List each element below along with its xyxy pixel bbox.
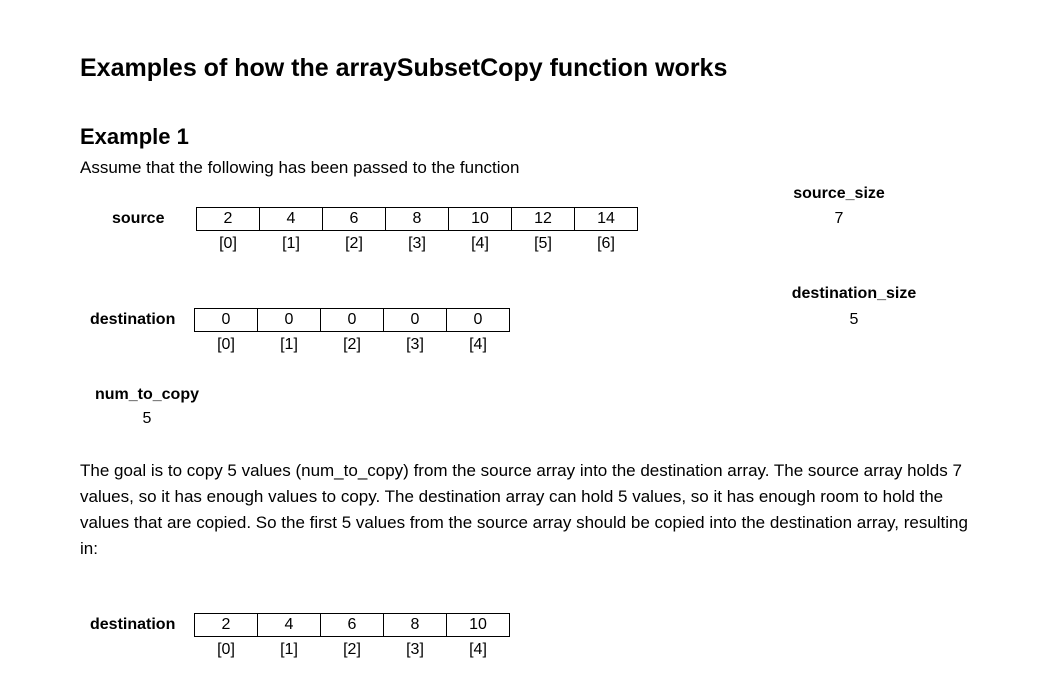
result-destination-label: destination <box>90 616 176 633</box>
source-index: [0] <box>219 235 237 252</box>
destination-index-row <box>194 336 510 354</box>
source-size-value: 7 <box>834 210 844 227</box>
explanation-paragraph: The goal is to copy 5 values (num_to_copy) from the source array into the destination array. The source array holds 7 values, so it has enough values to copy. The destination array can hold 5 values, so it has enough room to hold the values that are copied. So the first 5 values from the source array should be copied into the destination array, resulting in: <box>80 461 968 558</box>
destination-array <box>194 308 510 332</box>
destination-cell: 0 <box>383 308 447 332</box>
destination-cell: 0 <box>320 308 384 332</box>
num-to-copy-label: num_to_copy <box>94 386 199 403</box>
result-index-row <box>194 641 510 659</box>
source-array <box>196 207 638 231</box>
result-cell: 4 <box>257 613 321 637</box>
destination-index: [3] <box>406 336 424 353</box>
source-index-row <box>196 235 638 253</box>
result-index: [1] <box>280 641 298 658</box>
source-label: source <box>112 210 165 227</box>
result-cell: 6 <box>320 613 384 637</box>
source-cell: 6 <box>322 207 386 231</box>
document-title: Examples of how the arraySubsetCopy function works <box>80 54 728 82</box>
source-index: [2] <box>345 235 363 252</box>
destination-index: [4] <box>469 336 487 353</box>
result-cell: 8 <box>383 613 447 637</box>
destination-cell: 0 <box>446 308 510 332</box>
destination-index: [2] <box>343 336 361 353</box>
source-cell: 4 <box>259 207 323 231</box>
source-cell: 10 <box>448 207 512 231</box>
intro-text: Assume that the following has been passed to the function <box>80 158 520 177</box>
source-index: [6] <box>597 235 615 252</box>
source-index: [3] <box>408 235 426 252</box>
result-index: [2] <box>343 641 361 658</box>
source-index: [4] <box>471 235 489 252</box>
destination-cell: 0 <box>194 308 258 332</box>
result-destination-array <box>194 613 510 637</box>
source-index: [5] <box>534 235 552 252</box>
result-cell: 2 <box>194 613 258 637</box>
destination-label: destination <box>90 311 176 328</box>
example-heading: Example 1 <box>80 124 189 149</box>
source-index: [1] <box>282 235 300 252</box>
destination-size-value: 5 <box>849 311 859 328</box>
destination-index: [0] <box>217 336 235 353</box>
destination-index: [1] <box>280 336 298 353</box>
num-to-copy-value: 5 <box>142 410 152 427</box>
result-cell: 10 <box>446 613 510 637</box>
destination-size-label: destination_size <box>791 285 917 302</box>
source-cell: 2 <box>196 207 260 231</box>
source-cell: 14 <box>574 207 638 231</box>
destination-cell: 0 <box>257 308 321 332</box>
result-index: [0] <box>217 641 235 658</box>
source-cell: 8 <box>385 207 449 231</box>
result-index: [4] <box>469 641 487 658</box>
source-cell: 12 <box>511 207 575 231</box>
result-index: [3] <box>406 641 424 658</box>
source-size-label: source_size <box>793 185 885 202</box>
